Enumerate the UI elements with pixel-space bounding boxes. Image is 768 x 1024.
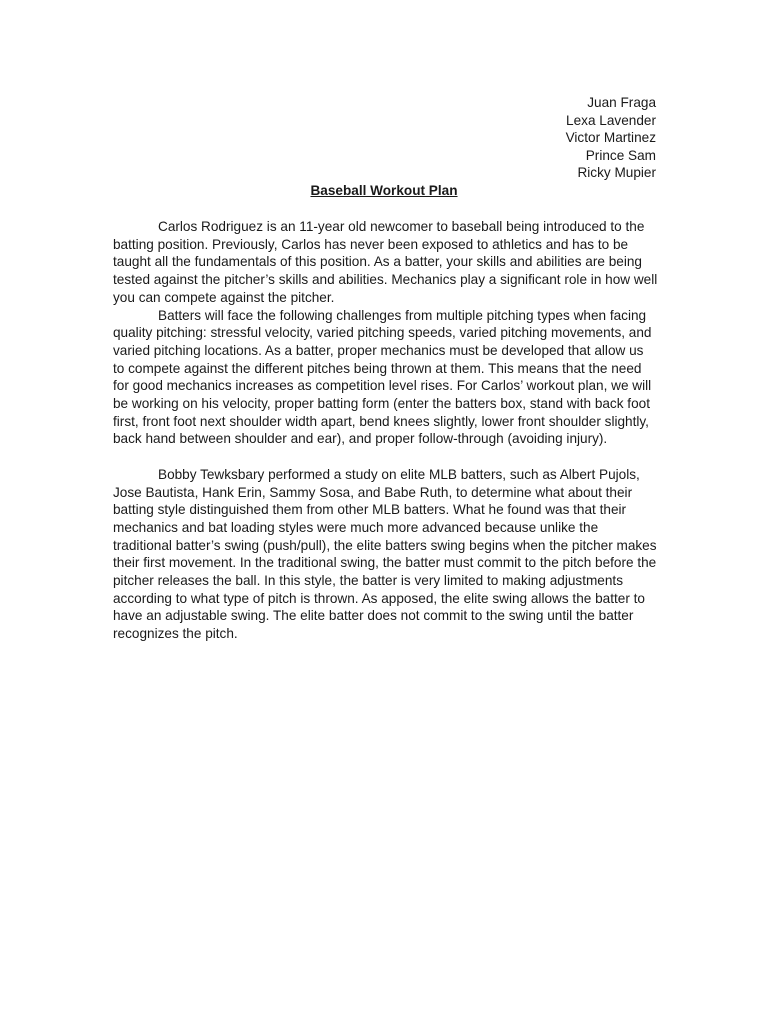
document-body xyxy=(113,218,658,643)
body-paragraph: Bobby Tewksbary performed a study on elite MLB batters, such as Albert Pujols, Jose Bautista, Hank Erin, Sammy Sosa, and Babe Ruth, to determine what about their batting style distinguished them from other MLB batters. What he found was that their mechanics and bat loading styles were much more advanced because unlike the traditional batter’s swing (push/pull), the elite batters swing begins when the pitcher makes their first movement. In the traditional swing, the batter must commit to the pitch before the pitcher releases the ball. In this style, the batter is very limited to making adjustments according to what type of pitch is thrown. As apposed, the elite swing allows the batter to have an adjustable swing. The elite batter does not commit to the swing until the batter recognizes the pitch. xyxy=(113,466,657,642)
body-paragraph: Batters will face the following challenges from multiple pitching types when facing quality pitching: stressful velocity, varied pitching speeds, varied pitching movements, and varied pitching locations. As a batter, proper mechanics must be developed that allow us to compete against the different pitches being thrown at them. This means that the need for good mechanics increases as competition level rises. For Carlos’ workout plan, we will be working on his velocity, proper batting form (enter the batters box, stand with back foot first, front foot next shoulder width apart, bend knees slightly, lower front shoulder slightly, back hand between shoulder and ear), and proper follow-through (avoiding injury). xyxy=(113,307,652,447)
document-title: Baseball Workout Plan xyxy=(310,183,458,198)
author-name: Lexa Lavender xyxy=(566,112,656,128)
author-name: Prince Sam xyxy=(585,147,656,163)
author-list xyxy=(566,94,656,182)
author-name: Juan Fraga xyxy=(587,95,656,110)
author-name: Ricky Mupier xyxy=(577,165,656,181)
body-paragraph: Carlos Rodriguez is an 11-year old newcomer to baseball being introduced to the batting position. Previously, Carlos has never been exposed to athletics and has to be taught all the fundamentals of this position. As a batter, your skills and abilities are being tested against the pitcher’s skills and abilities. Mechanics play a significant role in how well you can compete against the pitcher. xyxy=(113,219,658,305)
author-name: Victor Martinez xyxy=(565,130,656,146)
